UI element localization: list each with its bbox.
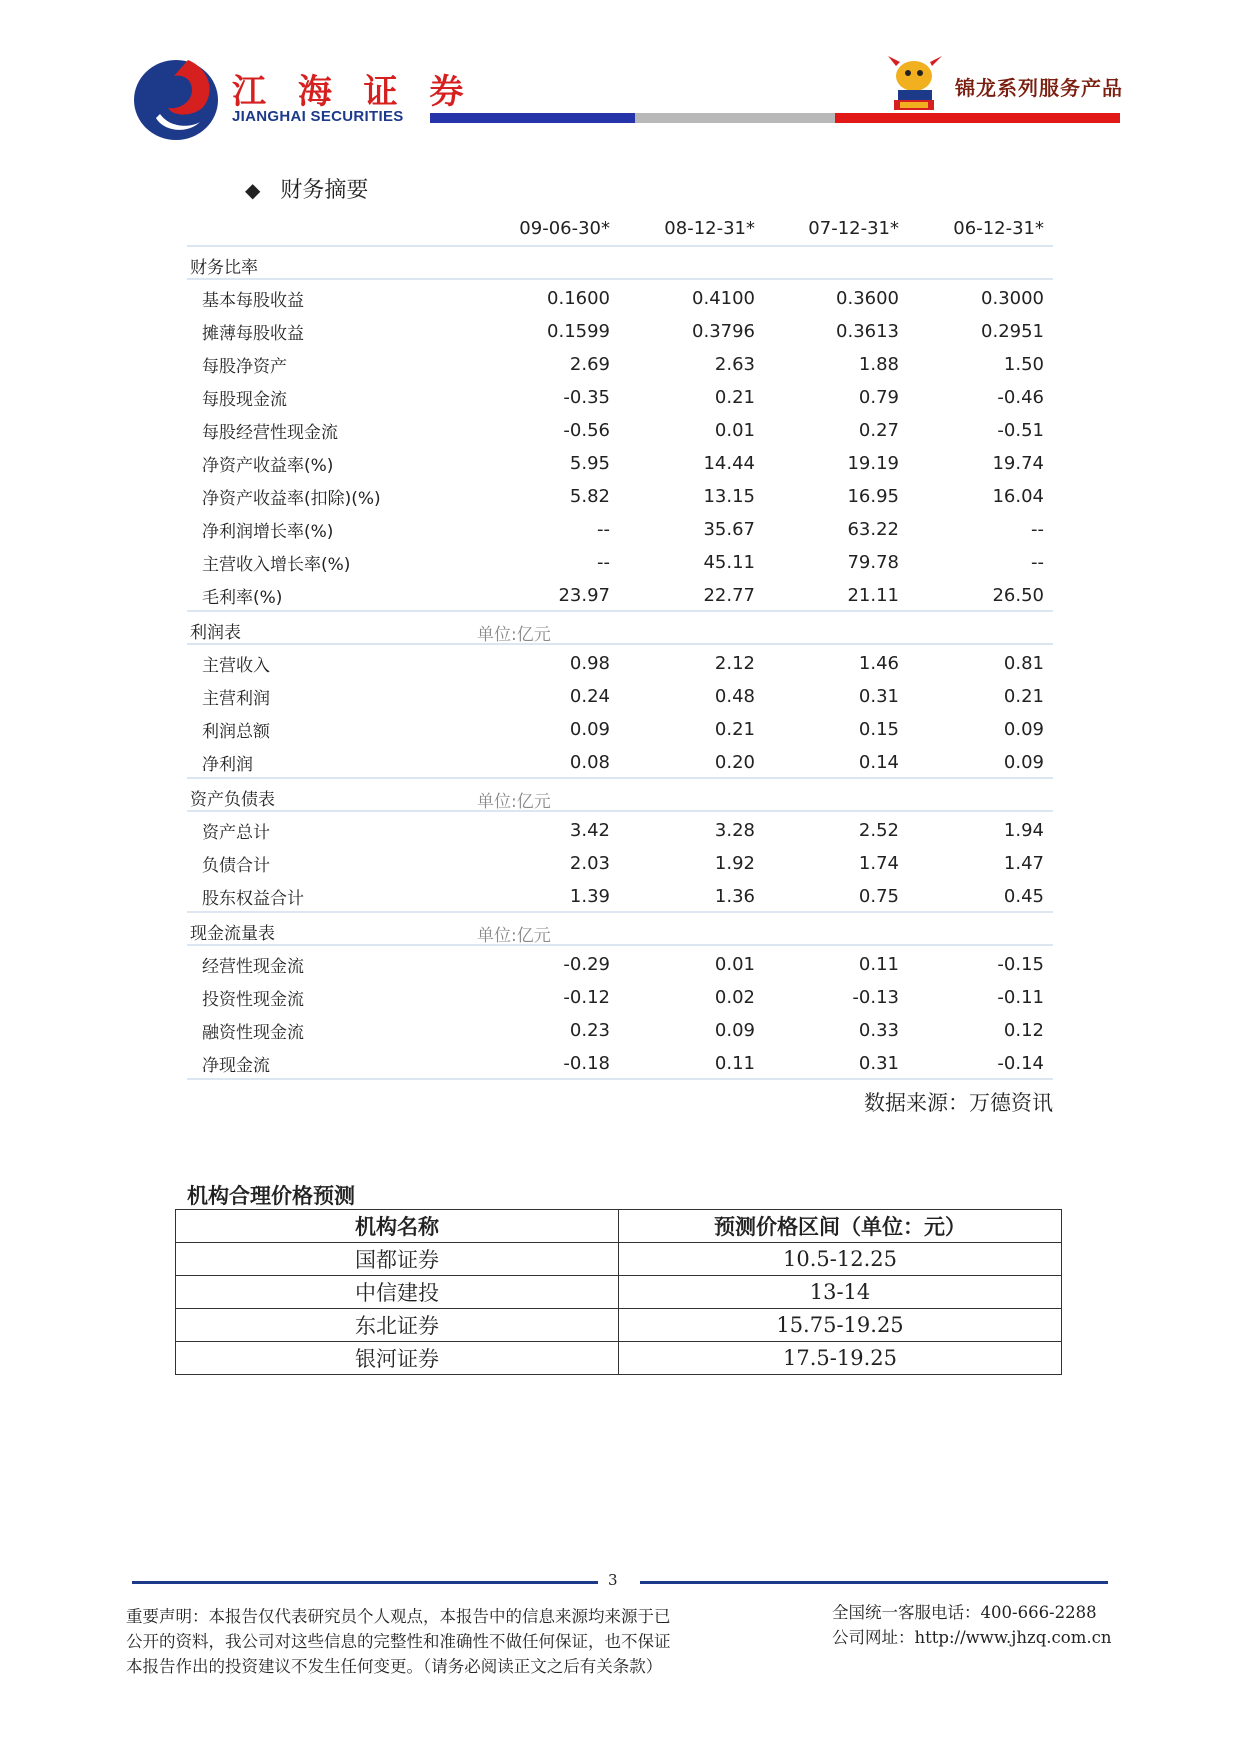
cell-value: --	[1031, 519, 1044, 540]
product-series-label: 锦龙系列服务产品	[955, 76, 1123, 100]
cell-value: -0.35	[563, 387, 610, 408]
cell-value: 0.45	[1003, 886, 1044, 907]
forecast-header-row	[176, 1210, 1062, 1243]
cell-value: -0.12	[563, 987, 610, 1008]
period-header-row	[187, 215, 1053, 245]
cell-value: 2.03	[569, 853, 610, 874]
dragon-mascot-icon	[880, 54, 950, 112]
cell-value: 0.1600	[547, 288, 610, 309]
section-title-text: 财务摘要	[280, 178, 369, 203]
forecast-row	[176, 1243, 1062, 1276]
row-label: 净资产收益率(扣除)(%)	[202, 489, 381, 509]
cell-value: 79.78	[847, 552, 899, 573]
row-label: 经营性现金流	[202, 957, 304, 977]
cell-value: 1.47	[1003, 853, 1044, 874]
cell-value: 0.09	[714, 1020, 755, 1041]
cell-value: 0.1599	[547, 321, 610, 342]
cell-value: --	[597, 519, 610, 540]
table-row	[187, 478, 1053, 511]
disclaimer-line: 公开的资料，我公司对这些信息的完整性和准确性不做任何保证，也不保证	[126, 1632, 671, 1651]
price-range-header: 预测价格区间（单位：元）	[619, 1210, 1062, 1243]
footer-rule-left	[132, 1581, 598, 1584]
group-header-row	[187, 779, 1053, 810]
table-row	[187, 744, 1053, 777]
cell-value: 2.12	[714, 653, 755, 674]
row-label: 每股净资产	[202, 357, 287, 377]
row-label: 主营收入	[202, 656, 270, 676]
cell-value: 63.22	[847, 519, 899, 540]
cell-value: --	[597, 552, 610, 573]
header-bar-blue	[430, 113, 635, 123]
brand-name-en: JIANGHAI SECURITIES	[232, 108, 404, 125]
cell-value: 26.50	[992, 585, 1044, 606]
cell-value: 0.01	[714, 420, 755, 441]
cell-value: 3.42	[569, 820, 610, 841]
group-header-row	[187, 913, 1053, 944]
cell-value: -0.11	[997, 987, 1044, 1008]
cell-value: 22.77	[703, 585, 755, 606]
row-label: 净现金流	[202, 1056, 270, 1076]
cell-value: 14.44	[703, 453, 755, 474]
table-row	[187, 645, 1053, 678]
table-row	[187, 1045, 1053, 1078]
cell-value: 1.74	[858, 853, 899, 874]
table-row	[187, 412, 1053, 445]
contact-info	[832, 1600, 1111, 1650]
cell-value: 0.3000	[981, 288, 1044, 309]
table-row	[187, 346, 1053, 379]
cell-value: -0.29	[563, 954, 610, 975]
website-link[interactable]: 公司网址：http://www.jhzq.com.cn	[832, 1628, 1112, 1647]
price-range: 15.75-19.25	[619, 1309, 1062, 1342]
table-row	[187, 313, 1053, 346]
cell-value: 1.94	[1003, 820, 1044, 841]
cell-value: 0.15	[858, 719, 899, 740]
cell-value: -0.18	[563, 1053, 610, 1074]
institution-name: 东北证券	[176, 1309, 619, 1342]
table-row	[187, 445, 1053, 478]
cell-value: -0.14	[997, 1053, 1044, 1074]
disclaimer-line: 重要声明：本报告仅代表研究员个人观点，本报告中的信息来源均来源于已	[126, 1607, 671, 1626]
cell-value: 0.3600	[836, 288, 899, 309]
cell-value: 0.12	[1003, 1020, 1044, 1041]
cell-value: 0.09	[1003, 752, 1044, 773]
forecast-title: 机构合理价格预测	[187, 1184, 355, 1208]
forecast-row	[176, 1342, 1062, 1375]
table-row	[187, 845, 1053, 878]
institution-name: 国都证券	[176, 1243, 619, 1276]
cell-value: 0.81	[1003, 653, 1044, 674]
group-unit: 单位:亿元	[477, 926, 551, 946]
group-unit: 单位:亿元	[477, 625, 551, 645]
cell-value: 0.20	[714, 752, 755, 773]
header-bar-red	[835, 113, 1120, 123]
cell-value: 19.74	[992, 453, 1044, 474]
cell-value: 0.02	[714, 987, 755, 1008]
table-row	[187, 280, 1053, 313]
financial-summary-table	[187, 215, 1053, 1080]
cell-value: -0.46	[997, 387, 1044, 408]
data-source-note: 数据来源：万德资讯	[864, 1091, 1053, 1115]
row-label: 每股现金流	[202, 390, 287, 410]
group-name: 利润表	[190, 623, 241, 643]
cell-value: 16.95	[847, 486, 899, 507]
cell-value: 0.14	[858, 752, 899, 773]
row-label: 资产总计	[202, 823, 270, 843]
cell-value: -0.56	[563, 420, 610, 441]
group-name: 资产负债表	[190, 790, 275, 810]
group-header-row	[187, 612, 1053, 643]
cell-value: -0.51	[997, 420, 1044, 441]
cell-value: 1.88	[858, 354, 899, 375]
institution-name: 银河证券	[176, 1342, 619, 1375]
row-label: 投资性现金流	[202, 990, 304, 1010]
forecast-row	[176, 1276, 1062, 1309]
row-label: 毛利率(%)	[202, 588, 283, 608]
row-label: 负债合计	[202, 856, 270, 876]
header-bar-gray	[635, 113, 835, 123]
row-label: 基本每股收益	[202, 291, 304, 311]
cell-value: 0.79	[858, 387, 899, 408]
table-row	[187, 979, 1053, 1012]
cell-value: 0.3796	[692, 321, 755, 342]
cell-value: 3.28	[714, 820, 755, 841]
cell-value: --	[1031, 552, 1044, 573]
table-row	[187, 577, 1053, 610]
institution-name: 中信建投	[176, 1276, 619, 1309]
cell-value: 1.92	[714, 853, 755, 874]
table-row	[187, 946, 1053, 979]
row-label: 净利润增长率(%)	[202, 522, 334, 542]
row-label: 主营利润	[202, 689, 270, 709]
period-header: 07-12-31*	[808, 218, 899, 239]
cell-value: 1.36	[714, 886, 755, 907]
group-header-row	[187, 247, 1053, 278]
price-forecast-table	[175, 1209, 1062, 1375]
cell-value: 0.31	[858, 1053, 899, 1074]
cell-value: 0.2951	[981, 321, 1044, 342]
hotline: 全国统一客服电话：400-666-2288	[832, 1603, 1097, 1622]
institution-header: 机构名称	[176, 1210, 619, 1243]
price-range: 17.5-19.25	[619, 1342, 1062, 1375]
cell-value: 0.21	[714, 719, 755, 740]
cell-value: 0.11	[714, 1053, 755, 1074]
group-name: 现金流量表	[190, 924, 275, 944]
cell-value: 0.4100	[692, 288, 755, 309]
cell-value: 0.09	[1003, 719, 1044, 740]
row-label: 净资产收益率(%)	[202, 456, 334, 476]
cell-value: 0.3613	[836, 321, 899, 342]
cell-value: 0.08	[569, 752, 610, 773]
footer-rule-right	[640, 1581, 1108, 1584]
cell-value: 19.19	[847, 453, 899, 474]
table-row	[187, 711, 1053, 744]
cell-value: 35.67	[703, 519, 755, 540]
cell-value: 2.52	[858, 820, 899, 841]
period-header: 09-06-30*	[519, 218, 610, 239]
cell-value: 0.75	[858, 886, 899, 907]
row-label: 融资性现金流	[202, 1023, 304, 1043]
cell-value: -0.13	[852, 987, 899, 1008]
row-label: 股东权益合计	[202, 889, 304, 909]
section-title	[245, 173, 368, 204]
table-row	[187, 812, 1053, 845]
period-header: 08-12-31*	[664, 218, 755, 239]
table-row	[187, 544, 1053, 577]
forecast-row	[176, 1309, 1062, 1342]
row-label: 摊薄每股收益	[202, 324, 304, 344]
diamond-bullet-icon: ◆	[245, 178, 261, 202]
price-range: 10.5-12.25	[619, 1243, 1062, 1276]
cell-value: 16.04	[992, 486, 1044, 507]
cell-value: 21.11	[847, 585, 899, 606]
table-row	[187, 878, 1053, 911]
disclaimer-line: 本报告作出的投资建议不发生任何变更。（请务必阅读正文之后有关条款）	[126, 1657, 663, 1676]
cell-value: 0.27	[858, 420, 899, 441]
cell-value: 13.15	[703, 486, 755, 507]
cell-value: 5.95	[569, 453, 610, 474]
cell-value: 0.21	[1003, 686, 1044, 707]
financial-table-body	[187, 245, 1053, 1080]
cell-value: 0.31	[858, 686, 899, 707]
page-number: 3	[608, 1571, 618, 1589]
cell-value: 1.50	[1003, 354, 1044, 375]
cell-value: 0.09	[569, 719, 610, 740]
row-label: 主营收入增长率(%)	[202, 555, 351, 575]
cell-value: 0.24	[569, 686, 610, 707]
group-unit: 单位:亿元	[477, 792, 551, 812]
cell-value: 0.21	[714, 387, 755, 408]
group-name: 财务比率	[190, 258, 258, 278]
jianghai-logo	[130, 52, 222, 144]
cell-value: 5.82	[569, 486, 610, 507]
cell-value: 1.39	[569, 886, 610, 907]
cell-value: 0.11	[858, 954, 899, 975]
table-row	[187, 511, 1053, 544]
table-row	[187, 1012, 1053, 1045]
price-range: 13-14	[619, 1276, 1062, 1309]
period-header: 06-12-31*	[953, 218, 1044, 239]
row-separator	[187, 1078, 1053, 1080]
row-label: 利润总额	[202, 722, 270, 742]
cell-value: 23.97	[558, 585, 610, 606]
cell-value: 0.01	[714, 954, 755, 975]
cell-value: 45.11	[703, 552, 755, 573]
brand-name-cn: 江 海 证 券	[232, 72, 474, 112]
cell-value: 1.46	[858, 653, 899, 674]
disclaimer	[126, 1604, 766, 1679]
row-label: 净利润	[202, 755, 253, 775]
cell-value: 0.48	[714, 686, 755, 707]
cell-value: 0.33	[858, 1020, 899, 1041]
row-label: 每股经营性现金流	[202, 423, 338, 443]
cell-value: 2.69	[569, 354, 610, 375]
cell-value: -0.15	[997, 954, 1044, 975]
table-row	[187, 379, 1053, 412]
cell-value: 0.23	[569, 1020, 610, 1041]
table-row	[187, 678, 1053, 711]
cell-value: 2.63	[714, 354, 755, 375]
cell-value: 0.98	[569, 653, 610, 674]
